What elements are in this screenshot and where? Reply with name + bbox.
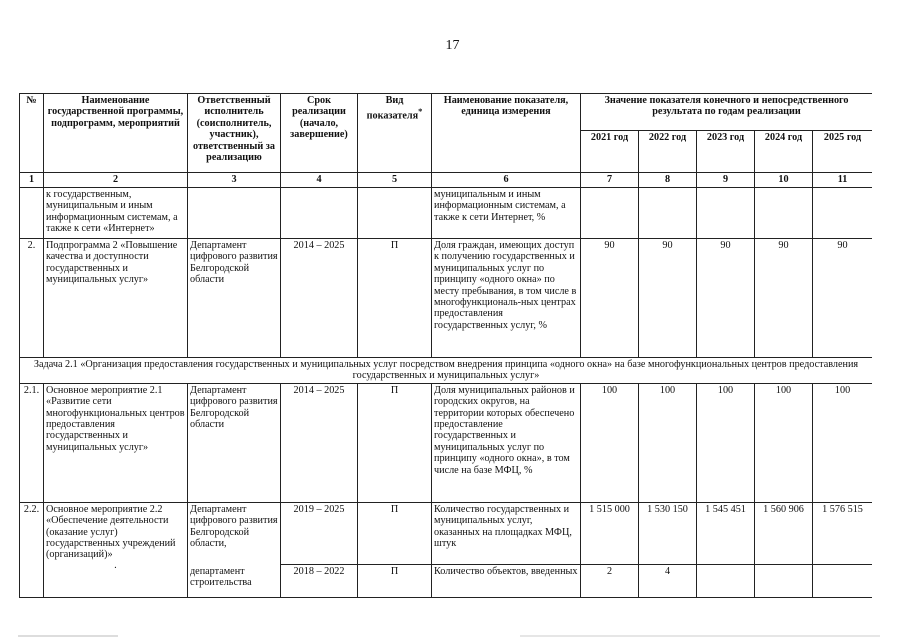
row-indicator: Доля муниципальных районов и городских округов, на территории которых обеспечено предоставление государственных и муниципальных услуг по принципу «одного окна», в том числе на базе МФЦ, % xyxy=(432,383,581,502)
table-row xyxy=(20,239,873,358)
row-value xyxy=(813,188,873,239)
row-executor xyxy=(188,188,281,239)
row-term: 2014 – 2025 xyxy=(281,239,358,358)
row-value: 1 560 906 xyxy=(755,502,813,565)
row-value xyxy=(697,188,755,239)
row-name-text: Основное мероприятие 2.2 «Обеспечение деятельности (оказание услуг) государственных учреждений (организаций)» xyxy=(46,503,176,561)
row-term: 2014 – 2025 xyxy=(281,383,358,502)
row-no: 2.2. xyxy=(20,502,44,597)
indicator-table xyxy=(19,93,872,598)
row-value: 100 xyxy=(581,383,639,502)
column-number: 1 xyxy=(20,173,44,188)
row-value xyxy=(581,188,639,239)
header-term: Срок реализации (начало, завершение) xyxy=(281,94,358,173)
row-type xyxy=(358,188,432,239)
header-year: 2025 год xyxy=(813,131,873,173)
table-row xyxy=(20,502,873,565)
row-name xyxy=(44,502,188,597)
table-row xyxy=(20,188,873,239)
task-row xyxy=(20,358,873,384)
row-executor: Департамент цифрового развития Белгородской области, xyxy=(188,502,281,565)
row-indicator: муниципальным и иным информационным системам, а также к сети Интернет, % xyxy=(432,188,581,239)
header-year: 2024 год xyxy=(755,131,813,173)
task-heading: Задача 2.1 «Организация предоставления государственных и муниципальных услуг посредством внедрения принципа «одного окна» на базе многофункциональных центров предоставления государственных и муниципальных услуг» xyxy=(20,358,873,384)
row-value: 100 xyxy=(697,383,755,502)
header-values-group: Значение показателя конечного и непосредственного результата по годам реализации xyxy=(581,94,873,131)
scan-bottom-edge xyxy=(0,632,905,640)
row-value: 1 515 000 xyxy=(581,502,639,565)
row-value: 90 xyxy=(581,239,639,358)
row-term: 2019 – 2025 xyxy=(281,502,358,565)
row-no: 2. xyxy=(20,239,44,358)
header-type-label: Вид показателя xyxy=(366,95,419,122)
table-row xyxy=(20,383,873,502)
column-number-row xyxy=(20,173,873,188)
column-number: 4 xyxy=(281,173,358,188)
column-number: 2 xyxy=(44,173,188,188)
row-executor: департамент строительства xyxy=(188,565,281,598)
row-name: к государственным, муниципальным и иным информационным системам, а также к сети «Интернет» xyxy=(44,188,188,239)
column-number: 10 xyxy=(755,173,813,188)
header-name: Наименование государственной программы, подпрограмм, мероприятий xyxy=(44,94,188,173)
header-no: № xyxy=(20,94,44,173)
row-value: 1 530 150 xyxy=(639,502,697,565)
row-no: 2.1. xyxy=(20,383,44,502)
row-value: 100 xyxy=(639,383,697,502)
row-value: 90 xyxy=(755,239,813,358)
header-year: 2023 год xyxy=(697,131,755,173)
row-value xyxy=(697,565,755,598)
row-executor: Департамент цифрового развития Белгородской области xyxy=(188,383,281,502)
row-type: П xyxy=(358,383,432,502)
column-number: 8 xyxy=(639,173,697,188)
column-number: 5 xyxy=(358,173,432,188)
row-value: 1 545 451 xyxy=(697,502,755,565)
header-type xyxy=(358,94,432,173)
row-term xyxy=(281,188,358,239)
row-no xyxy=(20,188,44,239)
row-value: 100 xyxy=(755,383,813,502)
row-name: Подпрограмма 2 «Повышение качества и доступности государственных и муниципальных услуг» xyxy=(44,239,188,358)
row-term: 2018 – 2022 xyxy=(281,565,358,598)
row-value xyxy=(813,565,873,598)
header-year: 2021 год xyxy=(581,131,639,173)
row-indicator: Количество объектов, введенных xyxy=(432,565,581,598)
row-value: 90 xyxy=(639,239,697,358)
header-executor: Ответственный исполнитель (соисполнитель, участник), ответственный за реализацию xyxy=(188,94,281,173)
row-name-tail: · xyxy=(113,562,118,574)
header-year: 2022 год xyxy=(639,131,697,173)
header-type-mark: * xyxy=(418,106,423,117)
column-number: 9 xyxy=(697,173,755,188)
row-indicator: Доля граждан, имеющих доступ к получению государственных и муниципальных услуг по принципу «одного окна» по месту пребывания, в том числе в многофункциональ-ных центрах предоставления государственных услуг, % xyxy=(432,239,581,358)
row-value: 90 xyxy=(697,239,755,358)
row-type: П xyxy=(358,565,432,598)
row-name: Основное мероприятие 2.1 «Развитие сети многофункциональных центров предоставления государственных и муниципальных услуг» xyxy=(44,383,188,502)
row-type: П xyxy=(358,502,432,565)
column-number: 7 xyxy=(581,173,639,188)
row-executor: Департамент цифрового развития Белгородской области xyxy=(188,239,281,358)
header-row xyxy=(20,94,873,131)
row-value xyxy=(639,188,697,239)
table-frame xyxy=(19,93,872,638)
row-value: 90 xyxy=(813,239,873,358)
column-number: 11 xyxy=(813,173,873,188)
column-number: 6 xyxy=(432,173,581,188)
row-value xyxy=(755,188,813,239)
page-number: 17 xyxy=(445,38,460,53)
column-number: 3 xyxy=(188,173,281,188)
row-value: 100 xyxy=(813,383,873,502)
row-type: П xyxy=(358,239,432,358)
row-value: 2 xyxy=(581,565,639,598)
header-indicator: Наименование показателя, единица измерения xyxy=(432,94,581,173)
row-value: 4 xyxy=(639,565,697,598)
row-indicator: Количество государственных и муниципальных услуг, оказанных на площадках МФЦ, штук xyxy=(432,502,581,565)
row-value: 1 576 515 xyxy=(813,502,873,565)
row-value xyxy=(755,565,813,598)
